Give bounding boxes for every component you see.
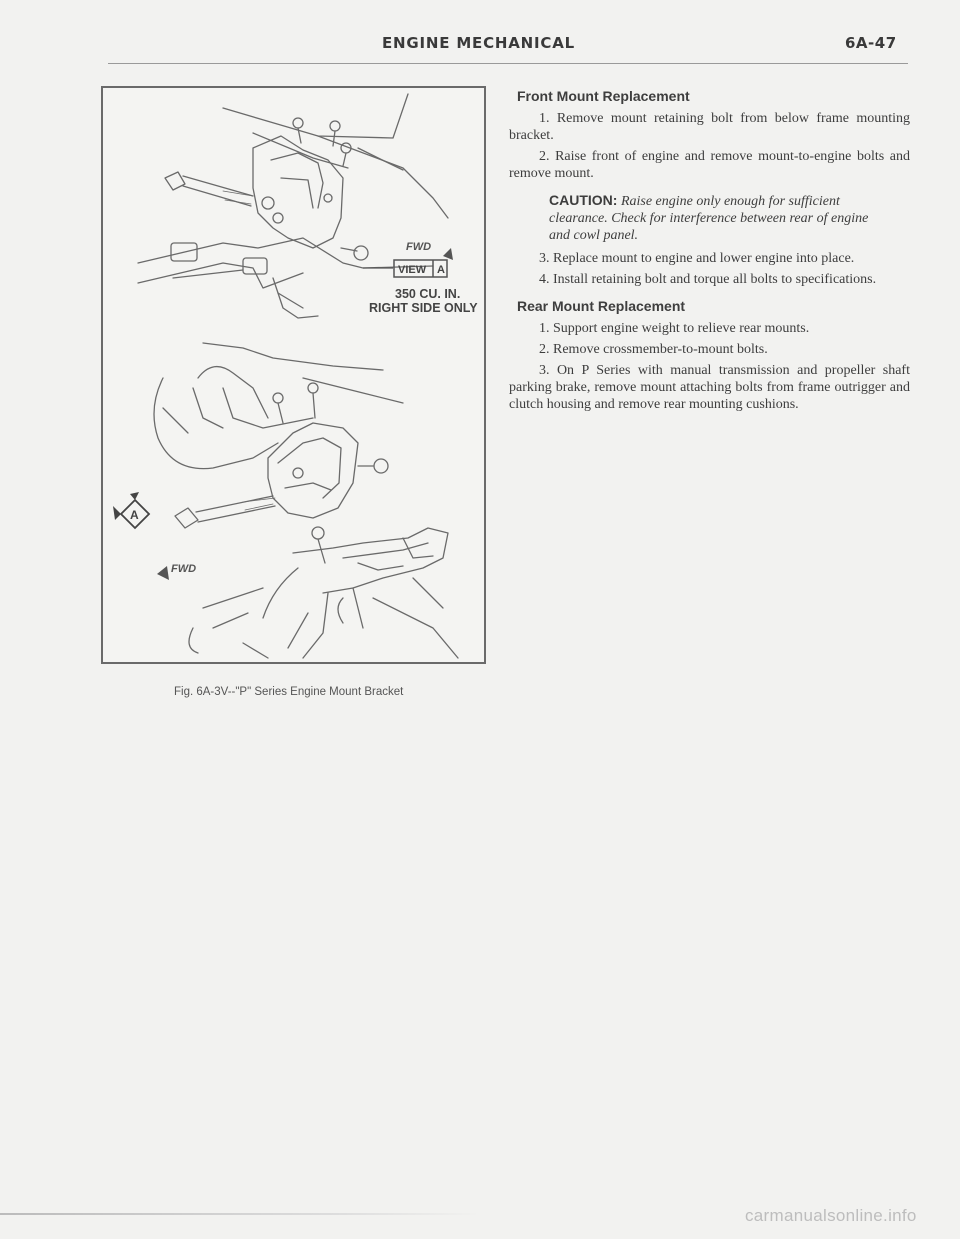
view-label: VIEW	[398, 264, 427, 276]
engine-mount-figure	[101, 86, 486, 664]
rear-mount-step-3: 3. On P Series with manual transmission and propeller shaft parking brake, remove mount attaching bolts from frame outrigger and clutch housing and remove rear mounting cushions.	[509, 363, 910, 412]
view-a-marker	[113, 492, 149, 528]
rear-mount-step-2: 2. Remove crossmember-to-mount bolts.	[539, 342, 768, 357]
long-bolt-bottom	[175, 508, 198, 528]
engine-block-outline-bottom	[203, 343, 383, 370]
figure-caption: Fig. 6A-3V--"P" Series Engine Mount Bracket	[174, 686, 404, 698]
view-letter: A	[437, 264, 445, 276]
engine-block-outline-top	[223, 94, 408, 138]
front-mount-heading: Front Mount Replacement	[517, 88, 690, 104]
source-watermark: carmanualsonline.info	[745, 1206, 917, 1225]
caution-label: CAUTION:	[549, 192, 618, 208]
rear-mount-cushion	[268, 423, 358, 518]
instructions-column	[509, 88, 910, 417]
long-bolt-top	[165, 172, 185, 190]
footer-divider	[0, 1213, 480, 1215]
page-number: 6A-47	[845, 34, 897, 52]
fwd-label-top: FWD	[406, 241, 432, 253]
rear-mount-step-1: 1. Support engine weight to relieve rear mounts.	[539, 321, 810, 336]
front-mount-step-1: 1. Remove mount retaining bolt from below frame mounting bracket.	[509, 111, 910, 143]
front-mount-step-2: 2. Raise front of engine and remove mount-to-engine bolts and remove mount.	[509, 149, 910, 181]
front-mount-step-4: 4. Install retaining bolt and torque all bolts to specifications.	[539, 272, 877, 287]
fwd-label-bottom: FWD	[171, 563, 197, 575]
header-divider	[108, 63, 908, 64]
section-title: ENGINE MECHANICAL	[382, 34, 575, 52]
engine-size-label: 350 CU. IN.	[395, 287, 461, 301]
fwd-arrow-top	[406, 241, 453, 260]
view-a-callout	[363, 260, 447, 277]
caution-text: Raise engine only enough for sufficient clearance. Check for interference between rear of engine and cowl panel.	[549, 194, 869, 243]
page-header	[0, 0, 960, 60]
front-mount-step-3: 3. Replace mount to engine and lower engine into place.	[539, 251, 855, 266]
caution-note	[549, 192, 884, 244]
engine-mount-illustration	[103, 88, 484, 662]
rear-mount-heading: Rear Mount Replacement	[517, 298, 686, 314]
fwd-arrow-bottom	[157, 563, 196, 580]
marker-letter: A	[130, 508, 139, 522]
right-side-only-label: RIGHT SIDE ONLY	[369, 301, 478, 315]
crossmember-bracket	[293, 528, 448, 593]
